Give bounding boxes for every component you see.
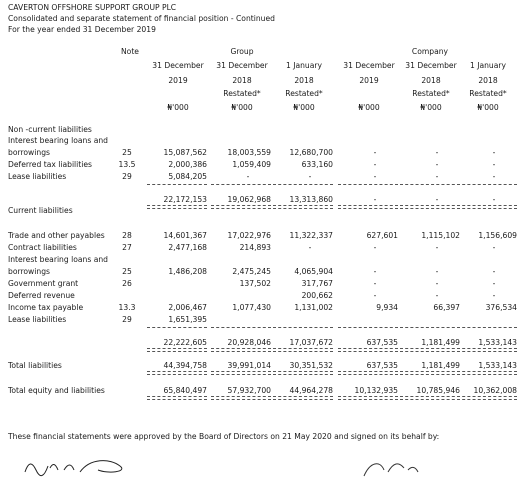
cell-tel-col1: 65,840,497 xyxy=(163,386,207,395)
cell-gg-col2: 137,502 xyxy=(239,279,271,288)
rule-below-cl-total-col6 xyxy=(457,348,517,352)
rule-above-ncl-total-col1 xyxy=(147,184,207,185)
group-header: Group xyxy=(230,47,254,56)
cell-ll1-col3: - xyxy=(308,172,312,181)
column-6-l3: Restated* xyxy=(469,89,507,98)
column-6-l1: 1 January xyxy=(469,61,507,70)
row-label-ibl2b: borrowings xyxy=(8,267,50,276)
rule-below-cl-total-col3 xyxy=(273,348,333,352)
row-label-gg: Government grant xyxy=(8,279,79,288)
column-5-l3: Restated* xyxy=(412,89,450,98)
rule-below-total-equity-col5 xyxy=(400,396,460,400)
column-3-l3: Restated* xyxy=(285,89,323,98)
rule-below-total-equity-col2 xyxy=(211,396,271,400)
cell-ibl2b-col5: - xyxy=(435,267,439,276)
row-label-tel: Total equity and liabilities xyxy=(8,386,105,395)
cell-dtl-col1: 2,000,386 xyxy=(168,160,207,169)
cell-cl_total-col1: 22,222,605 xyxy=(163,338,207,347)
cell-ibl1b-col1: 15,087,562 xyxy=(163,148,207,157)
row-note-ibl1b: 25 xyxy=(122,148,132,157)
cell-tl-col2: 39,991,014 xyxy=(227,361,271,370)
rule-below-cl-total-col1 xyxy=(147,348,207,352)
row-label-cl: Contract liabilities xyxy=(8,243,77,252)
cell-cl_total-col3: 17,037,672 xyxy=(289,338,333,347)
cell-dtl-col5: - xyxy=(435,160,439,169)
rule-above-cl-total-col6 xyxy=(457,327,517,328)
director-signature-1 xyxy=(20,452,140,482)
rule-below-ncl-total-col3 xyxy=(273,205,333,209)
cell-ibl2b-col6: - xyxy=(492,267,496,276)
row-note-tp: 28 xyxy=(122,231,132,240)
cell-ibl2b-col1: 1,486,208 xyxy=(168,267,207,276)
cell-ncl_total-col2: 19,062,968 xyxy=(227,195,271,204)
row-label-tl: Total liabilities xyxy=(8,361,62,370)
row-note-ll1: 29 xyxy=(122,172,132,181)
cell-ibl1b-col5: - xyxy=(435,148,439,157)
rule-below-total-equity-col6 xyxy=(457,396,517,400)
row-note-gg: 26 xyxy=(122,279,132,288)
column-2-l3: Restated* xyxy=(223,89,261,98)
cell-tel-col5: 10,785,946 xyxy=(416,386,460,395)
rule-below-total-liabilities-col4 xyxy=(338,371,398,375)
cell-tp-col6: 1,156,609 xyxy=(478,231,517,240)
cell-ibl2b-col4: - xyxy=(373,267,377,276)
cell-itp-col2: 1,077,430 xyxy=(232,303,271,312)
rule-above-cl-total-col3 xyxy=(273,327,333,328)
cell-itp-col1: 2,006,467 xyxy=(168,303,207,312)
cell-ncl_total-col1: 22,172,153 xyxy=(163,195,207,204)
column-3-l1: 1 January xyxy=(285,61,323,70)
rule-below-total-liabilities-col3 xyxy=(273,371,333,375)
cell-dr-col4: - xyxy=(373,291,377,300)
cell-tp-col3: 11,322,337 xyxy=(289,231,333,240)
cell-itp-col5: 66,397 xyxy=(433,303,460,312)
cell-ibl1b-col2: 18,003,559 xyxy=(227,148,271,157)
column-4-l1: 31 December xyxy=(343,61,395,70)
cell-ncl_total-col4: - xyxy=(373,195,377,204)
cell-tl-col5: 1,181,499 xyxy=(421,361,460,370)
cell-dr-col3: 200,662 xyxy=(301,291,333,300)
cell-tp-col1: 14,601,367 xyxy=(163,231,207,240)
row-note-ll2: 29 xyxy=(122,315,132,324)
cell-cl-col3: - xyxy=(308,243,312,252)
row-note-dtl: 13.5 xyxy=(118,160,136,169)
cell-ll1-col2: - xyxy=(246,172,250,181)
column-5-l2: 2018 xyxy=(421,76,441,85)
cell-dtl-col4: - xyxy=(373,160,377,169)
rule-above-ncl-total-col6 xyxy=(457,184,517,185)
row-label-itp: Income tax payable xyxy=(8,303,84,312)
cell-cl_total-col6: 1,533,143 xyxy=(478,338,517,347)
cell-ibl2b-col3: 4,065,904 xyxy=(294,267,333,276)
company-name: CAVERTON OFFSHORE SUPPORT GROUP PLC xyxy=(8,3,177,12)
rule-below-ncl-total-col5 xyxy=(400,205,460,209)
column-4-cur: ₦'000 xyxy=(358,103,380,112)
rule-below-ncl-total-col1 xyxy=(147,205,207,209)
rule-below-total-liabilities-col2 xyxy=(211,371,271,375)
cell-tp-col2: 17,022,976 xyxy=(227,231,271,240)
cell-tl-col6: 1,533,143 xyxy=(478,361,517,370)
column-2-l2: 2018 xyxy=(232,76,252,85)
section-title-current: Current liabilities xyxy=(8,206,73,215)
rule-below-ncl-total-col6 xyxy=(457,205,517,209)
cell-tp-col4: 627,601 xyxy=(366,231,398,240)
cell-cl-col5: - xyxy=(435,243,439,252)
cell-tel-col2: 57,932,700 xyxy=(227,386,271,395)
rule-above-ncl-total-col5 xyxy=(400,184,460,185)
cell-tl-col1: 44,394,758 xyxy=(163,361,207,370)
rule-below-total-equity-col1 xyxy=(147,396,207,400)
cell-dtl-col2: 1,059,409 xyxy=(232,160,271,169)
cell-cl_total-col4: 637,535 xyxy=(366,338,398,347)
cell-ncl_total-col3: 13,313,860 xyxy=(289,195,333,204)
row-note-cl: 27 xyxy=(122,243,132,252)
row-label-dr: Deferred revenue xyxy=(8,291,75,300)
row-note-ibl2b: 25 xyxy=(122,267,132,276)
statement-title: Consolidated and separate statement of financial position - Continued xyxy=(8,14,275,23)
cell-ibl2b-col2: 2,475,245 xyxy=(232,267,271,276)
cell-ll1-col4: - xyxy=(373,172,377,181)
cell-cl-col4: - xyxy=(373,243,377,252)
cell-gg-col6: - xyxy=(492,279,496,288)
column-6-cur: ₦'000 xyxy=(477,103,499,112)
column-1-l1: 31 December xyxy=(152,61,204,70)
column-1-l2: 2019 xyxy=(168,76,188,85)
cell-itp-col6: 376,534 xyxy=(485,303,517,312)
cell-tel-col3: 44,964,278 xyxy=(289,386,333,395)
cell-gg-col4: - xyxy=(373,279,377,288)
row-label-ibl1a: Interest bearing loans and xyxy=(8,136,108,145)
cell-itp-col4: 9,934 xyxy=(376,303,398,312)
row-note-itp: 13.3 xyxy=(118,303,136,312)
cell-itp-col3: 1,131,002 xyxy=(294,303,333,312)
rule-below-ncl-total-col2 xyxy=(211,205,271,209)
row-label-ll2: Lease liabilities xyxy=(8,315,67,324)
row-label-ibl1b: borrowings xyxy=(8,148,50,157)
cell-dtl-col6: - xyxy=(492,160,496,169)
cell-cl-col2: 214,893 xyxy=(239,243,271,252)
cell-tel-col4: 10,132,935 xyxy=(354,386,398,395)
cell-tp-col5: 1,115,102 xyxy=(421,231,460,240)
period-text: For the year ended 31 December 2019 xyxy=(8,25,156,34)
column-4-l2: 2019 xyxy=(359,76,379,85)
cell-ncl_total-col5: - xyxy=(435,195,439,204)
cell-gg-col3: 317,767 xyxy=(301,279,333,288)
rule-below-total-liabilities-col1 xyxy=(147,371,207,375)
column-2-l1: 31 December xyxy=(216,61,268,70)
section-title-non-current: Non -current liabilities xyxy=(8,125,92,134)
rule-below-total-liabilities-col6 xyxy=(457,371,517,375)
column-5-l1: 31 December xyxy=(405,61,457,70)
rule-below-cl-total-col2 xyxy=(211,348,271,352)
cell-cl_total-col2: 20,928,046 xyxy=(227,338,271,347)
cell-ll1-col5: - xyxy=(435,172,439,181)
column-2-cur: ₦'000 xyxy=(231,103,253,112)
row-label-tp: Trade and other payables xyxy=(8,231,105,240)
rule-above-cl-total-col1 xyxy=(147,327,207,328)
approval-statement: These financial statements were approved by the Board of Directors on 21 May 2020 and signed on its behalf by: xyxy=(8,432,440,441)
rule-above-ncl-total-col3 xyxy=(273,184,333,185)
note-header: Note xyxy=(121,47,139,56)
cell-ibl1b-col3: 12,680,700 xyxy=(289,148,333,157)
cell-ll1-col1: 5,084,205 xyxy=(168,172,207,181)
row-label-ibl2a: Interest bearing loans and xyxy=(8,255,108,264)
rule-above-ncl-total-col4 xyxy=(338,184,398,185)
cell-cl-col1: 2,477,168 xyxy=(168,243,207,252)
cell-ibl1b-col6: - xyxy=(492,148,496,157)
column-3-l2: 2018 xyxy=(294,76,314,85)
row-label-ll1: Lease liabilities xyxy=(8,172,67,181)
rule-below-cl-total-col4 xyxy=(338,348,398,352)
cell-cl_total-col5: 1,181,499 xyxy=(421,338,460,347)
cell-tel-col6: 10,362,008 xyxy=(473,386,517,395)
cell-ll2-col1: 1,651,395 xyxy=(168,315,207,324)
cell-ll1-col6: - xyxy=(492,172,496,181)
cell-cl-col6: - xyxy=(492,243,496,252)
column-5-cur: ₦'000 xyxy=(420,103,442,112)
cell-dtl-col3: 633,160 xyxy=(301,160,333,169)
rule-above-ncl-total-col2 xyxy=(211,184,271,185)
column-1-cur: ₦'000 xyxy=(167,103,189,112)
cell-gg-col5: - xyxy=(435,279,439,288)
cell-ncl_total-col6: - xyxy=(492,195,496,204)
director-signature-2 xyxy=(358,452,438,482)
rule-below-cl-total-col5 xyxy=(400,348,460,352)
rule-below-total-equity-col3 xyxy=(273,396,333,400)
cell-dr-col6: - xyxy=(492,291,496,300)
cell-tl-col3: 30,351,532 xyxy=(289,361,333,370)
rule-below-total-liabilities-col5 xyxy=(400,371,460,375)
cell-tl-col4: 637,535 xyxy=(366,361,398,370)
rule-below-ncl-total-col4 xyxy=(338,205,398,209)
rule-below-total-equity-col4 xyxy=(338,396,398,400)
cell-dr-col5: - xyxy=(435,291,439,300)
cell-ibl1b-col4: - xyxy=(373,148,377,157)
rule-above-cl-total-col5 xyxy=(400,327,460,328)
row-label-dtl: Deferred tax liabilities xyxy=(8,160,92,169)
rule-above-cl-total-col4 xyxy=(338,327,398,328)
column-3-cur: ₦'000 xyxy=(293,103,315,112)
column-6-l2: 2018 xyxy=(478,76,498,85)
company-header: Company xyxy=(411,47,449,56)
rule-above-cl-total-col2 xyxy=(211,327,271,328)
